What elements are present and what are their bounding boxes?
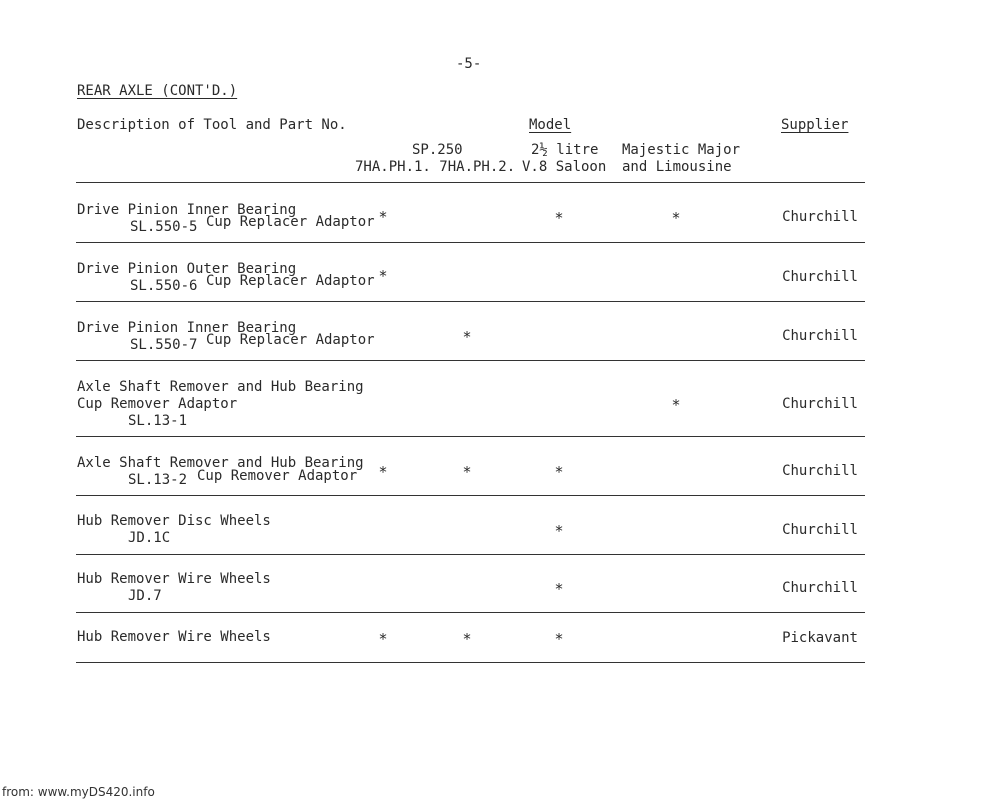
header-divider [76,182,865,183]
supplier-name: Churchill [782,580,858,596]
supplier-name: Churchill [782,522,858,538]
page-number: -5- [456,56,482,72]
tool-description: Axle Shaft Remover and Hub Bearing [77,379,364,395]
applicability-marker: * [462,328,472,346]
part-number: JD.7 [128,588,162,604]
part-number: SL.550-6 [130,278,198,294]
supplier-name: Churchill [782,463,858,479]
part-number: SL.13-2 [128,472,188,488]
model-column-header: Model [529,117,572,133]
row-divider [76,301,865,302]
applicability-marker: * [462,463,472,481]
supplier-name: Churchill [782,396,858,412]
part-number: JD.1C [128,530,171,546]
row-divider [76,242,865,243]
majestic-subheader: and Limousine [622,159,732,175]
row-divider [76,554,865,555]
tool-description: Drive Pinion Outer Bearing [77,261,297,277]
tool-description-cont: Cup Replacer Adaptor [206,214,375,230]
applicability-marker: * [378,463,388,481]
applicability-marker: * [554,463,564,481]
applicability-marker: * [462,630,472,648]
tool-description-cont: Cup Replacer Adaptor [206,332,375,348]
applicability-marker: * [554,630,564,648]
table-bottom-rule [76,662,865,663]
tool-description: Hub Remover Wire Wheels [77,629,271,645]
part-number: SL.13-1 [128,413,188,429]
row-divider [76,612,865,613]
section-title: REAR AXLE (CONT'D.) [77,83,238,99]
tool-description-cont: Cup Replacer Adaptor [206,273,375,289]
description-column-header: Description of Tool and Part No. [77,117,347,133]
applicability-marker: * [554,580,564,598]
tool-description: Drive Pinion Inner Bearing [77,202,297,218]
applicability-marker: * [378,630,388,648]
applicability-marker: * [554,209,564,227]
tool-description: Axle Shaft Remover and Hub Bearing [77,455,364,471]
sp250-header: SP.250 [412,142,463,158]
supplier-name: Churchill [782,269,858,285]
applicability-marker: * [554,522,564,540]
supplier-name: Churchill [782,328,858,344]
v8-header: 2½ litre [531,142,599,158]
source-footer: from: www.myDS420.info [2,785,155,799]
majestic-header: Majestic Major [622,142,741,158]
part-number: SL.550-5 [130,219,198,235]
row-divider [76,360,865,361]
supplier-column-header: Supplier [781,117,849,133]
tool-description-cont: Cup Remover Adaptor [197,468,358,484]
sp250-subheader: 7HA.PH.1. 7HA.PH.2. [355,159,516,175]
applicability-marker: * [671,396,681,414]
applicability-marker: * [671,209,681,227]
part-number: SL.550-7 [130,337,198,353]
tool-description: Hub Remover Wire Wheels [77,571,271,587]
supplier-name: Pickavant [782,630,858,646]
supplier-name: Churchill [782,209,858,225]
tool-description-cont: Cup Remover Adaptor [77,396,238,412]
v8-subheader: V.8 Saloon [522,159,607,175]
row-divider [76,436,865,437]
applicability-marker: * [378,208,388,226]
tool-description: Hub Remover Disc Wheels [77,513,271,529]
applicability-marker: * [378,267,388,285]
row-divider [76,495,865,496]
tool-description: Drive Pinion Inner Bearing [77,320,297,336]
